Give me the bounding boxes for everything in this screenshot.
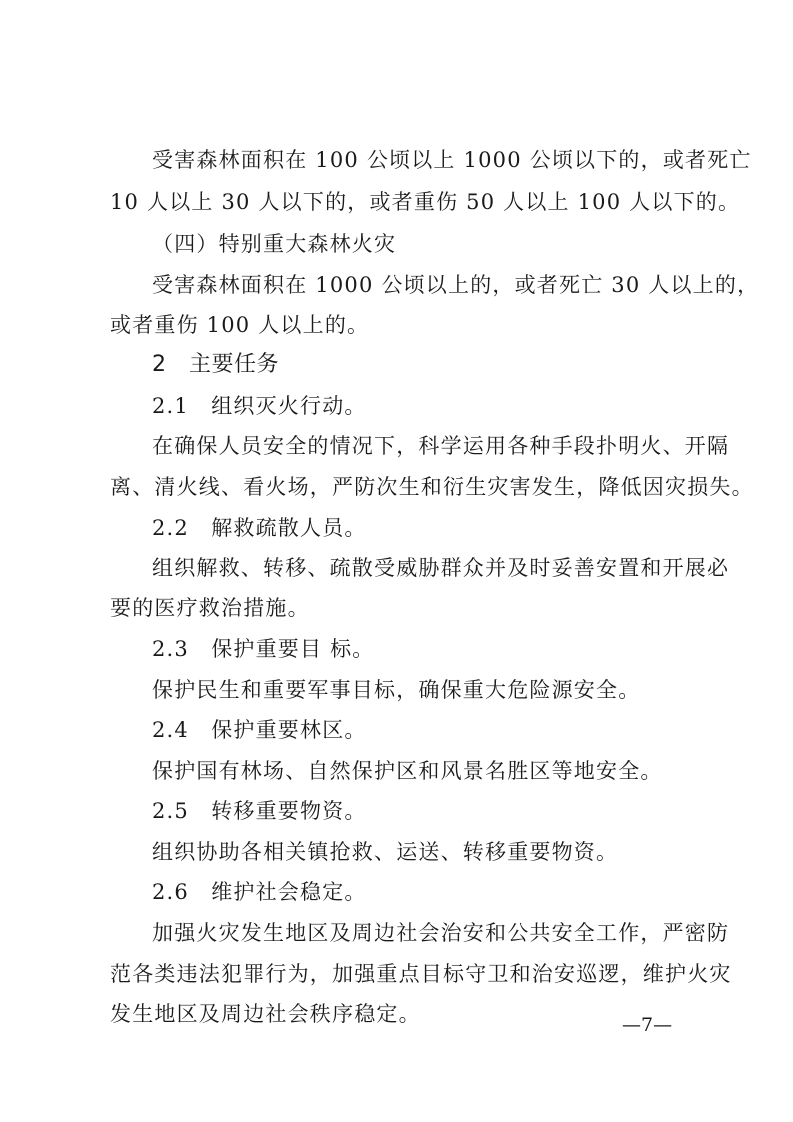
- paragraph-line: 范各类违法犯罪行为，加强重点目标守卫和治安巡逻，维护火灾: [110, 962, 732, 986]
- paragraph-line: 10 人以上 30 人以下的，或者重伤 50 人以上 100 人以下的。: [110, 190, 741, 214]
- paragraph-line: 组织协助各相关镇抢救、运送、转移重要物资。: [152, 840, 619, 864]
- section-heading: 2 主要任务: [152, 352, 279, 377]
- paragraph-line: 发生地区及周边社会秩序稳定。: [110, 1002, 421, 1026]
- paragraph-line: 组织解救、转移、疏散受威胁群众并及时妥善安置和开展必: [152, 556, 730, 580]
- section-subtitle: （四）特别重大森林火灾: [152, 232, 397, 256]
- paragraph-line: 离、清火线、看火场，严防次生和衍生灾害发生，降低因灾损失。: [110, 475, 754, 499]
- paragraph-line: 加强火灾发生地区及周边社会治安和公共安全工作，严密防: [152, 921, 730, 945]
- subsection-heading: 2.1 组织灭火行动。: [152, 394, 367, 418]
- paragraph-line: 保护国有林场、自然保护区和风景名胜区等地安全。: [152, 759, 663, 783]
- paragraph-line: 受害森林面积在 100 公顷以上 1000 公顷以下的，或者死亡: [152, 148, 752, 172]
- subsection-heading: 2.4 保护重要林区。: [152, 718, 367, 742]
- paragraph-line: 在确保人员安全的情况下，科学运用各种手段扑明火、开隔: [152, 434, 730, 458]
- page-number: —7—: [622, 1014, 673, 1036]
- paragraph-line: 或者重伤 100 人以上的。: [110, 313, 370, 337]
- subsection-heading: 2.5 转移重要物资。: [152, 799, 367, 823]
- subsection-heading: 2.2 解救疏散人员。: [152, 516, 367, 540]
- subsection-heading: 2.6 维护社会稳定。: [152, 880, 367, 904]
- paragraph-line: 受害森林面积在 1000 公顷以上的，或者死亡 30 人以上的，: [152, 273, 760, 297]
- paragraph-line: 保护民生和重要军事目标，确保重大危险源安全。: [152, 678, 641, 702]
- subsection-heading: 2.3 保护重要目 标。: [152, 637, 375, 661]
- paragraph-line: 要的医疗救治措施。: [110, 596, 310, 620]
